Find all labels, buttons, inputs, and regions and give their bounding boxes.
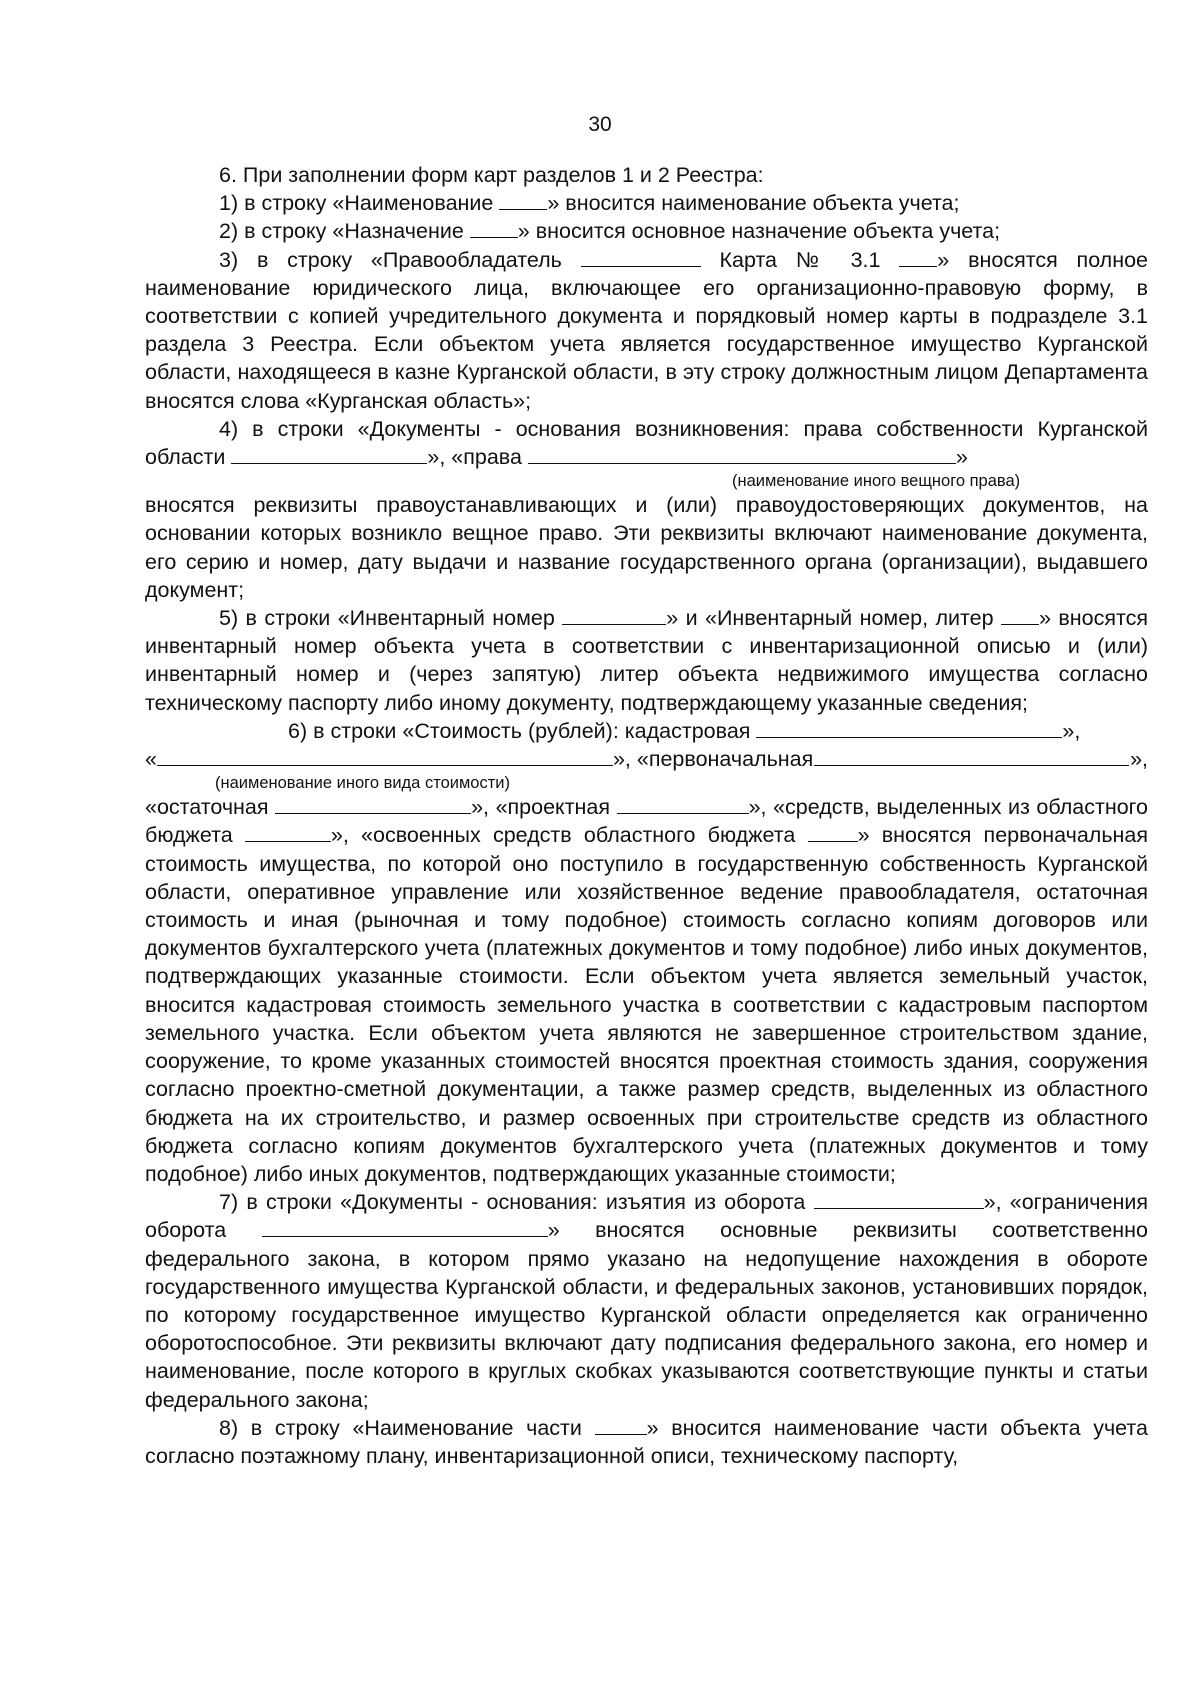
item-1: 1) в строку «Наименование » вносится наименование объекта учета; bbox=[219, 191, 960, 216]
blank-field bbox=[157, 747, 613, 766]
blank-field bbox=[814, 1190, 984, 1209]
paragraph-6-heading: 6. При заполнении форм карт разделов 1 и 2 Реестра: bbox=[219, 163, 764, 187]
blank-field bbox=[595, 1416, 647, 1435]
item-7: 7) в строки «Документы - основания: изъятия из оборота », «ограничения оборота » вносятся основные реквизиты соответственно федерального закона, в котором прямо указано на недопущение нахождения в обороте государственного имущества Курганской области, и федеральных законов, установивших порядок, по которому государственное имущество Курганской области определяется как ограниченно оборотоспособное. Эти реквизиты включают дату подписания федерального закона, его номер и наименование, после которого в круглых скобках указываются соответствующие пункты и статьи федерального закона; bbox=[145, 1190, 1148, 1412]
item-4-continuation: вносятся реквизиты правоустанавливающих и (или) правоудостоверяющих документов, на основании которых возникло вещное право. Эти реквизиты включают наименование документа, его серию и номер, дату выдачи и название государственного органа (организации), выдавшего документ; bbox=[145, 493, 1148, 602]
blank-field bbox=[581, 248, 701, 267]
item-6-cost-line-1: 6) в строки «Стоимость (рублей): кадастровая », bbox=[288, 718, 1081, 743]
document-body bbox=[145, 161, 1148, 1470]
blank-field bbox=[814, 747, 1129, 766]
blank-field bbox=[528, 445, 956, 464]
item-8: 8) в строку «Наименование части » вносится наименование части объекта учета согласно поэтажному плану, инвентаризационной описи, техническому паспорту, bbox=[145, 1415, 1148, 1468]
item-6-continuation: «остаточная », «проектная », «средств, выделенных из областного бюджета », «освоенных средств областного бюджета » вносятся первоначальная стоимость имущества, по которой оно поступило в государственную собственность Курганской области, оперативное управление или хозяйственное ведение правообладателя, остаточная стоимость и иная (рыночная и тому подобное) стоимость согласно копиям договоров или документов бухгалтерского учета (платежных документов и тому подобное) либо иных документов, подтверждающих указанные стоимости. Если объектом учета является земельный участок, вносится кадастровая стоимость земельного участка в соответствии с кадастровым паспортом земельного участка. Если объектом учета являются не завершенное строительством здание, сооружение, то кроме указанных стоимостей вносятся проектная стоимость здания, сооружения согласно проектно-сметной документации, а также размер средств, выделенных из областного бюджета на их строительство, и размер освоенных при строительстве средств из областного бюджета согласно копиям документов бухгалтерского учета (платежных документов и тому подобное) либо иных документов, подтверждающих указанные стоимости; bbox=[145, 795, 1148, 1186]
item-6-cost-line-2: « », «первоначальная », bbox=[145, 747, 1148, 772]
blank-field bbox=[899, 248, 937, 267]
item-4: 4) в строки «Документы - основания возникновения: права собственности Курганской области », «права » bbox=[145, 416, 1148, 470]
blank-field bbox=[756, 719, 1062, 738]
page-number: 30 bbox=[588, 113, 612, 136]
blank-field bbox=[1001, 606, 1039, 625]
caption-other-cost: (наименование иного вида стоимости) bbox=[215, 774, 511, 793]
blank-field bbox=[808, 823, 858, 842]
blank-field bbox=[499, 191, 547, 210]
blank-field bbox=[245, 823, 331, 842]
blank-field bbox=[470, 219, 518, 238]
blank-field bbox=[617, 795, 749, 814]
blank-field bbox=[231, 445, 427, 464]
item-3: 3) в строку «Правообладатель Карта № 3.1 » вносятся полное наименование юридического лица, включающее его организационно-правовую форму, в соответствии с копией учредительного документа и порядковый номер карты в подразделе 3.1 раздела 3 Реестра. Если объектом учета является государственное имущество Курганской области, находящееся в казне Курганской области, в эту строку должностным лицом Департамента вносятся слова «Курганская область»; bbox=[145, 247, 1149, 413]
item-2: 2) в строку «Назначение » вносится основное назначение объекта учета; bbox=[219, 219, 1001, 244]
blank-field bbox=[262, 1218, 548, 1237]
blank-field bbox=[562, 606, 666, 625]
caption-other-right: (наименование иного вещного права) bbox=[732, 472, 1021, 491]
blank-field bbox=[275, 795, 471, 814]
item-5: 5) в строки «Инвентарный номер » и «Инвентарный номер, литер » вносятся инвентарный номер объекта учета в соответствии с инвентаризационной описью и (или) инвентарный номер и (через запятую) литер объекта недвижимого имущества согласно техническому паспорту либо иному документу, подтверждающему указанные сведения; bbox=[145, 606, 1148, 715]
